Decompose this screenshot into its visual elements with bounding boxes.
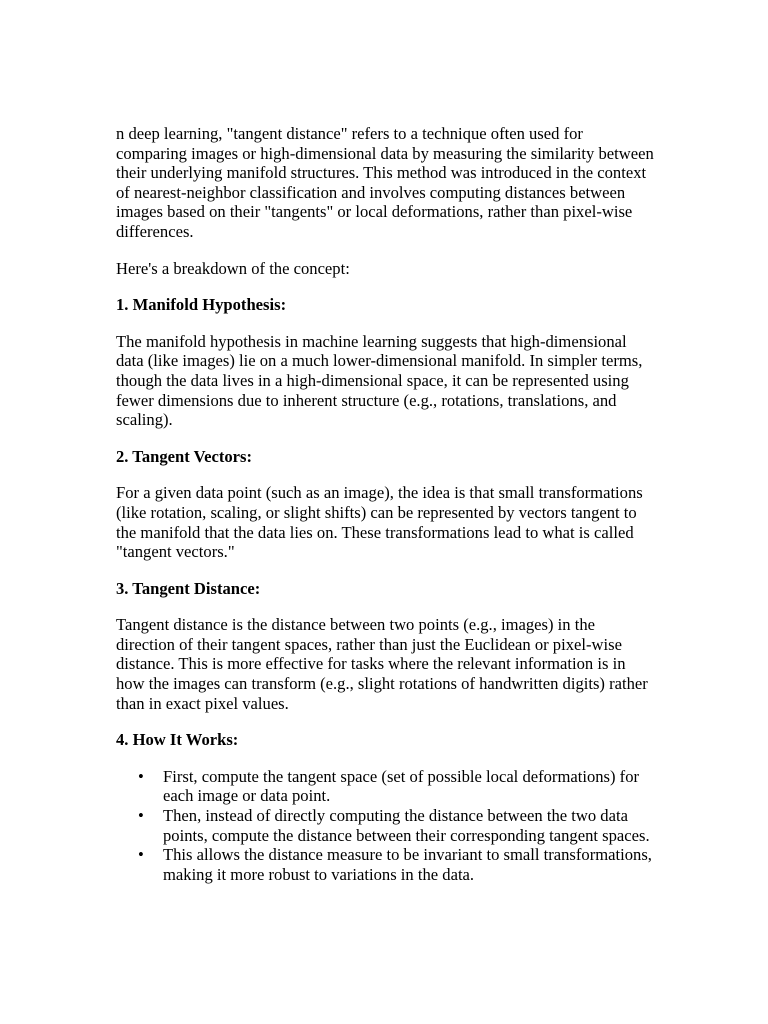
bullet-icon: • — [138, 766, 144, 786]
document-page — [116, 124, 656, 884]
list-item — [116, 806, 656, 845]
bullet-icon: • — [138, 806, 144, 826]
list-item-text: This allows the distance measure to be invariant to small transformations, making it more robust to variations in the data. — [163, 845, 652, 884]
section-body-tangent-vectors: For a given data point (such as an image), the idea is that small transformations (like rotation, scaling, or slight shifts) can be represented by vectors tangent to the manifold that the data lies on. These transformations lead to what is called "tangent vectors." — [116, 483, 643, 562]
section-body-tangent-distance: Tangent distance is the distance between two points (e.g., images) in the direction of their tangent spaces, rather than just the Euclidean or pixel-wise distance. This is more effective for tasks where the relevant information is in how the images can transform (e.g., slight rotations of handwritten digits) rather than in exact pixel values. — [116, 615, 648, 713]
section-heading-how-it-works: 4. How It Works: — [116, 730, 239, 750]
how-it-works-list — [116, 767, 656, 885]
section-heading-manifold-hypothesis: 1. Manifold Hypothesis: — [116, 295, 287, 315]
section-heading-tangent-vectors: 2. Tangent Vectors: — [116, 446, 252, 466]
list-item-text: First, compute the tangent space (set of possible local deformations) for each image or data point. — [163, 766, 640, 806]
list-item — [116, 845, 656, 884]
bullet-icon: • — [138, 845, 144, 865]
section-body-manifold-hypothesis: The manifold hypothesis in machine learning suggests that high-dimensional data (like images) lie on a much lower-dimensional manifold. In simpler terms, though the data lives in a high-dimensional space, it can be represented using fewer dimensions due to inherent structure (e.g., rotations, translations, and scaling). — [116, 331, 643, 430]
list-item — [116, 767, 656, 806]
breakdown-paragraph: Here's a breakdown of the concept: — [116, 258, 350, 278]
intro-paragraph: n deep learning, "tangent distance" refers to a technique often used for comparing images or high-dimensional data by measuring the similarity between their underlying manifold structures. This method was introduced in the context of nearest-neighbor classification and involves computing distances between images based on their "tangents" or local deformations, rather than pixel-wise differences. — [116, 124, 654, 241]
list-item-text: Then, instead of directly computing the distance between the two data points, compute the distance between their corresponding tangent spaces. — [163, 806, 650, 845]
section-heading-tangent-distance: 3. Tangent Distance: — [116, 578, 261, 598]
